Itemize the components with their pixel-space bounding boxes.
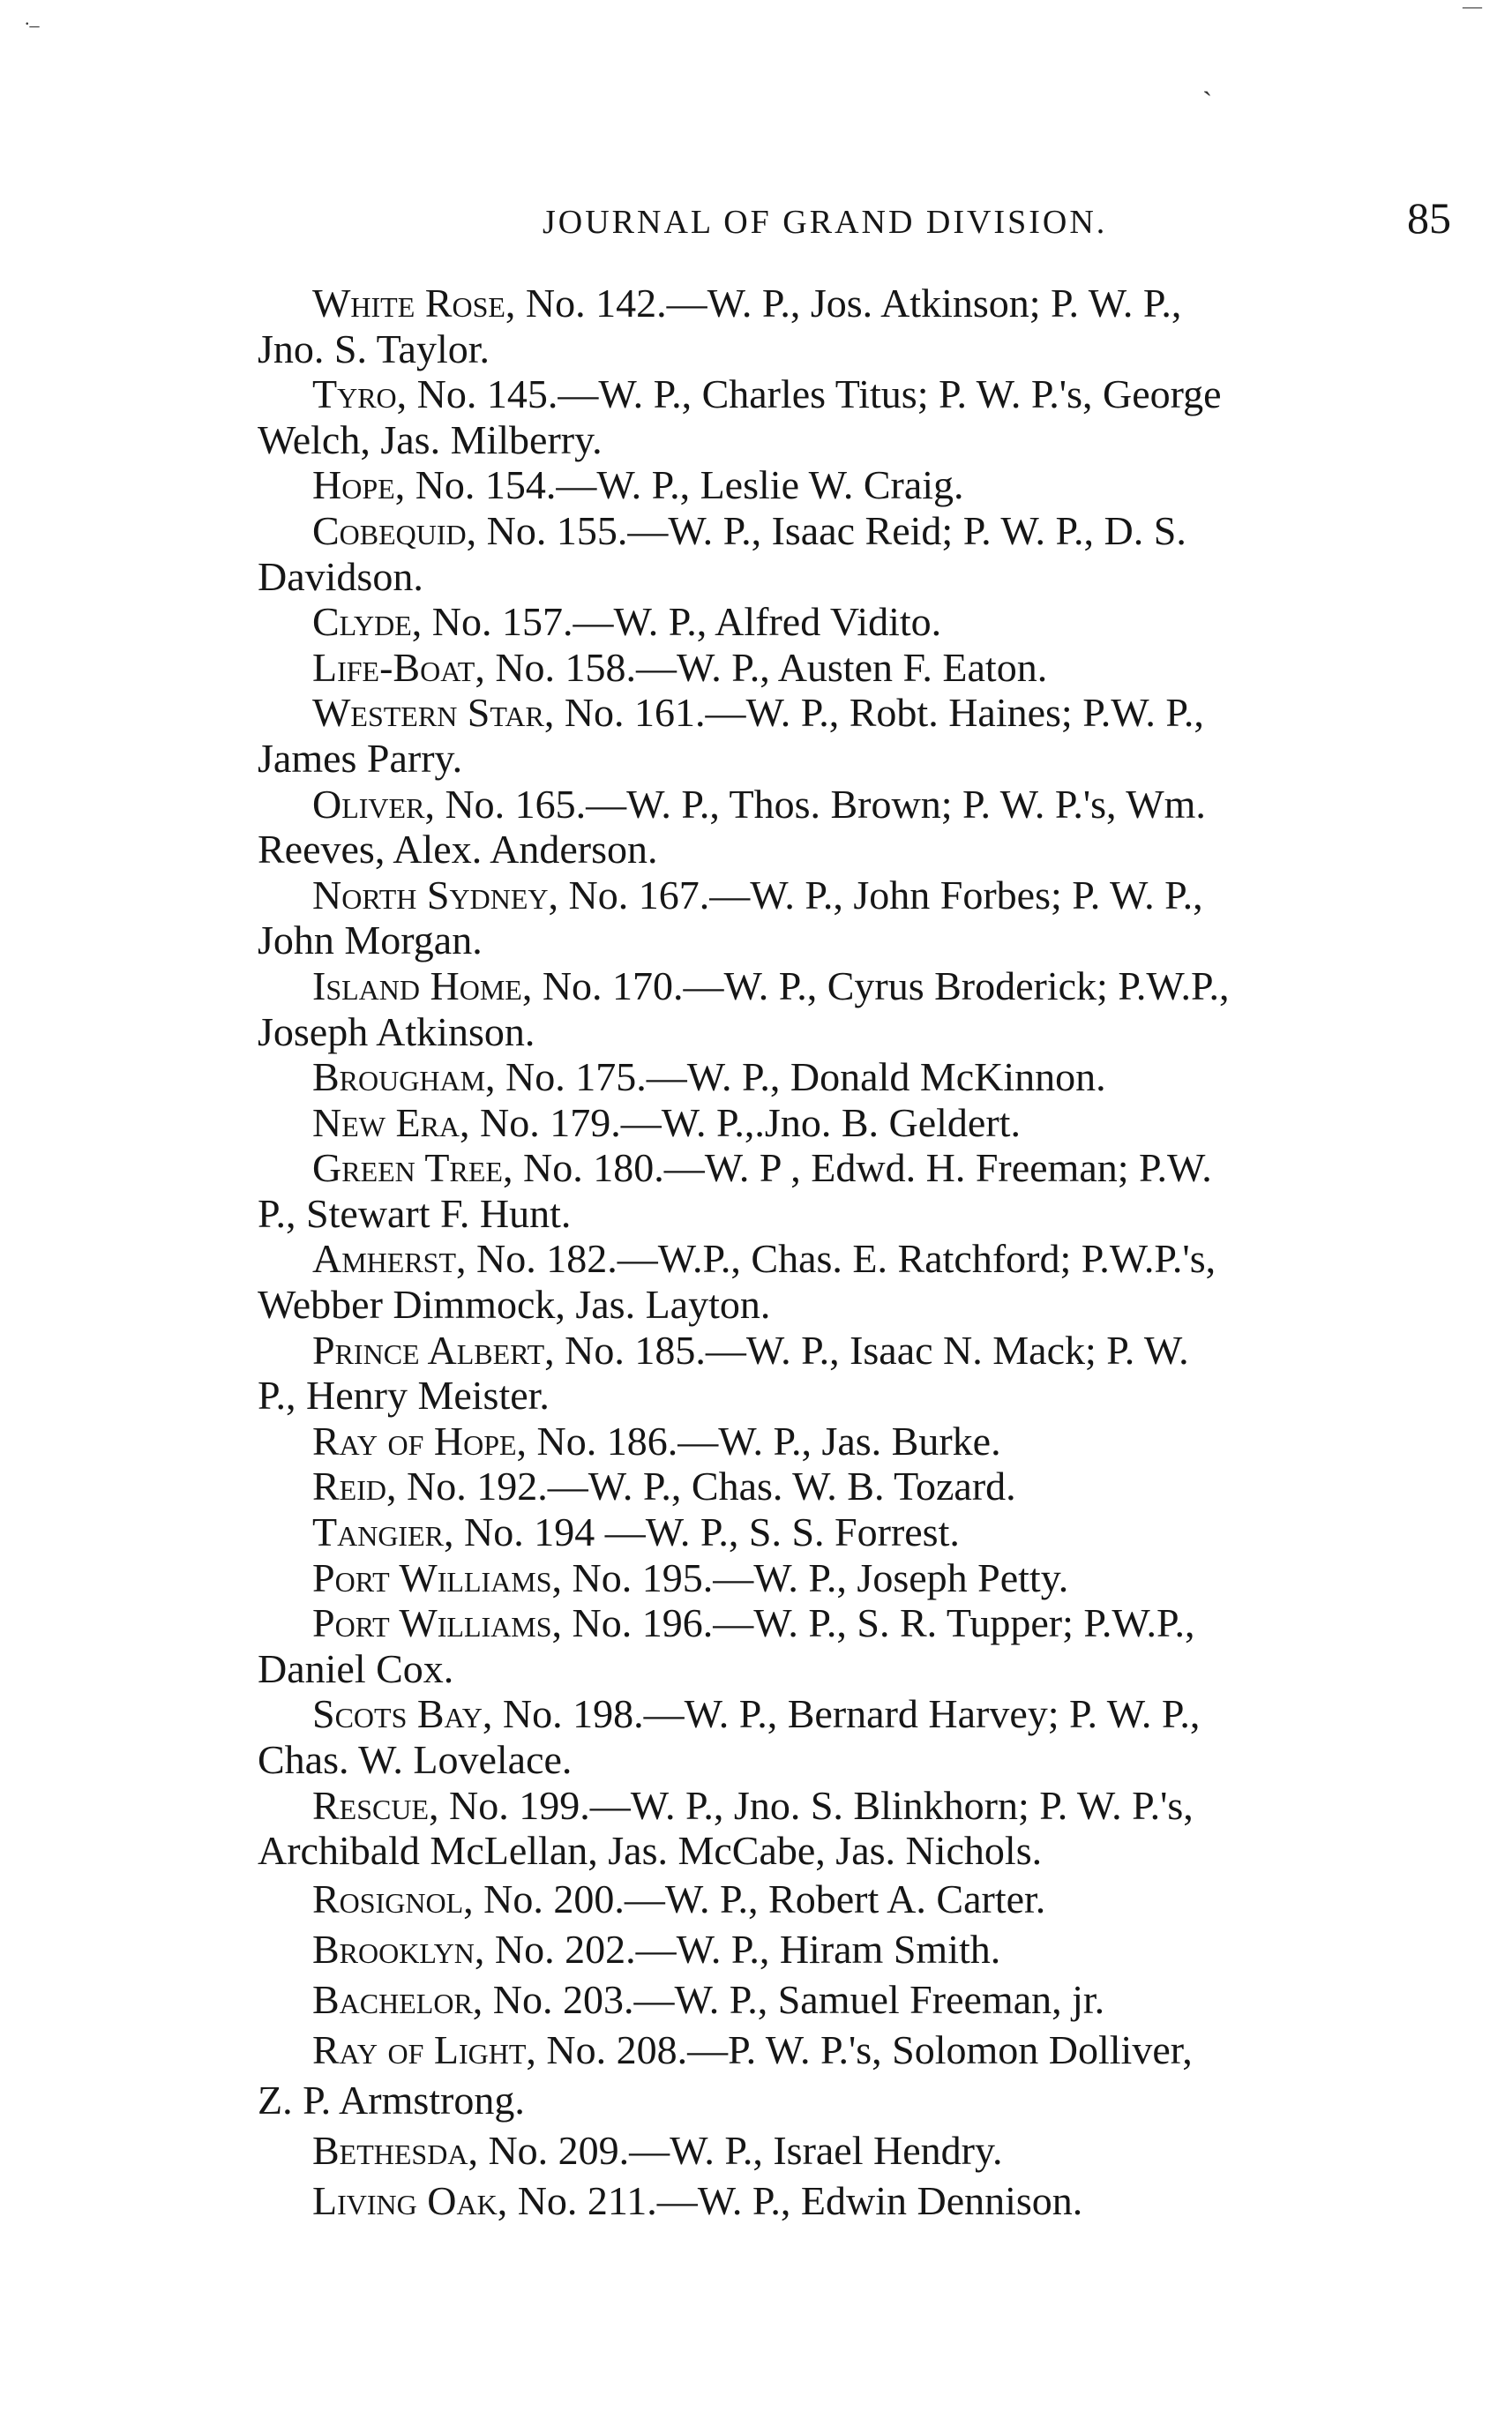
- entry-continuation-line: Welch, Jas. Milberry.: [258, 416, 603, 462]
- entry-line: Tangier, No. 194 —W. P., S. S. Forrest.: [312, 1509, 960, 1555]
- division-name: Port Williams: [312, 1600, 552, 1646]
- entry-continuation-line: Daniel Cox.: [258, 1645, 454, 1691]
- entry-line: Bethesda, No. 209.—W. P., Israel Hendry.: [312, 2127, 1003, 2173]
- entry-line: New Era, No. 179.—W. P.,.Jno. B. Geldert.: [312, 1099, 1021, 1145]
- running-title: JOURNAL OF GRAND DIVISION.: [543, 204, 1108, 241]
- entry-line: Port Williams, No. 195.—W. P., Joseph Petty.: [312, 1554, 1069, 1600]
- division-name: Port Williams: [312, 1554, 552, 1600]
- division-name: Bethesda: [312, 2127, 468, 2173]
- division-entry: [258, 782, 1466, 872]
- division-entry: [258, 1874, 1466, 1924]
- entry-continuation-line: Archibald McLellan, Jas. McCabe, Jas. Nichols.: [258, 1828, 1043, 1874]
- entry-line: Life-Boat, No. 158.—W. P., Austen F. Eaton.: [312, 644, 1048, 690]
- division-entry: [258, 645, 1466, 691]
- division-name: Cobequid: [312, 507, 467, 553]
- division-entry: [258, 2176, 1466, 2226]
- division-name: Rosignol: [312, 1876, 464, 1921]
- division-name: Ray of Hope: [312, 1418, 517, 1464]
- entry-continuation-line: Chas. W. Lovelace.: [258, 1737, 573, 1782]
- entry-continuation-line: Reeves, Alex. Anderson.: [258, 827, 658, 872]
- division-name: Life-Boat: [312, 644, 475, 690]
- division-name: Ray of Light: [312, 2026, 527, 2072]
- division-entry: [258, 1600, 1466, 1691]
- division-list: [258, 281, 1466, 2226]
- page-number: 85: [1407, 193, 1451, 243]
- entry-line: Oliver, No. 165.—W. P., Thos. Brown; P. W. P.'s, Wm.: [312, 781, 1206, 827]
- division-entry: [258, 1509, 1466, 1555]
- division-entry: [258, 1464, 1466, 1509]
- division-entry: [258, 599, 1466, 645]
- division-name: Bachelor: [312, 1976, 473, 2022]
- entry-line: Brougham, No. 175.—W. P., Donald McKinnon.: [312, 1054, 1106, 1100]
- entry-line: Amherst, No. 182.—W.P., Chas. E. Ratchford; P.W.P.'s,: [312, 1236, 1216, 1282]
- entry-line: Western Star, No. 161.—W. P., Robt. Haines; P.W. P.,: [312, 690, 1204, 736]
- division-entry: [258, 462, 1466, 508]
- entry-line: Rosignol, No. 200.—W. P., Robert A. Carter.: [312, 1876, 1046, 1921]
- division-entry: [258, 371, 1466, 462]
- entry-line: North Sydney, No. 167.—W. P., John Forbes; P. W. P.,: [312, 872, 1203, 917]
- entry-line: Living Oak, No. 211.—W. P., Edwin Dennison.: [312, 2177, 1083, 2223]
- entry-line: Prince Albert, No. 185.—W. P., Isaac N. Mack; P. W.: [312, 1327, 1189, 1373]
- division-name: Living Oak: [312, 2177, 498, 2223]
- division-entry: [258, 690, 1466, 781]
- division-entry: [258, 508, 1466, 599]
- division-name: Hope: [312, 462, 395, 508]
- entry-continuation-line: P., Henry Meister.: [258, 1373, 550, 1419]
- division-entry: [258, 1054, 1466, 1100]
- division-name: Tyro: [312, 371, 397, 417]
- division-entry: [258, 963, 1466, 1054]
- division-entry: [258, 1236, 1466, 1327]
- entry-line: Green Tree, No. 180.—W. P , Edwd. H. Freeman; P.W.: [312, 1145, 1212, 1191]
- entry-line: Cobequid, No. 155.—W. P., Isaac Reid; P. W. P., D. S.: [312, 507, 1186, 553]
- entry-continuation-line: P., Stewart F. Hunt.: [258, 1190, 572, 1236]
- division-name: Reid: [312, 1464, 386, 1509]
- division-entry: [258, 1145, 1466, 1236]
- division-name: North Sydney: [312, 872, 549, 917]
- division-name: Island Home: [312, 962, 522, 1008]
- entry-continuation-line: Z. P. Armstrong.: [258, 2077, 525, 2123]
- entry-line: Clyde, No. 157.—W. P., Alfred Vidito.: [312, 599, 942, 645]
- division-entry: [258, 1419, 1466, 1464]
- division-name: Brougham: [312, 1054, 486, 1100]
- scan-mark-top-right: —: [1463, 0, 1482, 17]
- division-name: Oliver: [312, 781, 425, 827]
- division-name: Rescue: [312, 1782, 430, 1828]
- entry-line: Reid, No. 192.—W. P., Chas. W. B. Tozard.: [312, 1464, 1016, 1509]
- division-name: Green Tree: [312, 1145, 503, 1191]
- division-name: Prince Albert: [312, 1327, 545, 1373]
- division-name: Western Star: [312, 690, 544, 736]
- division-name: Brooklyn: [312, 1926, 475, 1972]
- division-entry: [258, 1974, 1466, 2025]
- division-name: White Rose: [312, 281, 505, 326]
- entry-continuation-line: Davidson.: [258, 553, 423, 599]
- entry-line: Rescue, No. 199.—W. P., Jno. S. Blinkhorn; P. W. P.'s,: [312, 1782, 1194, 1828]
- division-name: Scots Bay: [312, 1691, 483, 1737]
- division-entry: [258, 1100, 1466, 1146]
- entry-line: Hope, No. 154.—W. P., Leslie W. Craig.: [312, 462, 964, 508]
- entry-continuation-line: Joseph Atkinson.: [258, 1008, 535, 1054]
- entry-line: Tyro, No. 145.—W. P., Charles Titus; P. W. P.'s, George: [312, 371, 1222, 417]
- page-header: [265, 193, 1500, 258]
- division-name: New Era: [312, 1099, 460, 1145]
- entry-continuation-line: James Parry.: [258, 735, 463, 781]
- division-name: Amherst: [312, 1236, 457, 1282]
- division-entry: [258, 1555, 1466, 1601]
- entry-line: Brooklyn, No. 202.—W. P., Hiram Smith.: [312, 1926, 1001, 1972]
- entry-line: Bachelor, No. 203.—W. P., Samuel Freeman, jr.: [312, 1976, 1105, 2022]
- division-entry: [258, 2025, 1466, 2125]
- division-entry: [258, 1691, 1466, 1782]
- division-entry: [258, 281, 1466, 371]
- entry-line: Ray of Hope, No. 186.—W. P., Jas. Burke.: [312, 1418, 1001, 1464]
- scan-mark-top-left: ._: [25, 7, 40, 29]
- entry-continuation-line: John Morgan.: [258, 917, 483, 963]
- division-entry: [258, 1328, 1466, 1419]
- scan-mark-tick: `: [1202, 86, 1213, 119]
- division-name: Tangier: [312, 1509, 444, 1555]
- entry-line: Island Home, No. 170.—W. P., Cyrus Broderick; P.W.P.,: [312, 962, 1230, 1008]
- entry-line: Scots Bay, No. 198.—W. P., Bernard Harvey; P. W. P.,: [312, 1691, 1201, 1737]
- entry-line: White Rose, No. 142.—W. P., Jos. Atkinson; P. W. P.,: [312, 281, 1182, 326]
- entry-continuation-line: Webber Dimmock, Jas. Layton.: [258, 1282, 771, 1328]
- division-name: Clyde: [312, 599, 412, 645]
- division-entry: [258, 1924, 1466, 1974]
- division-entry: [258, 1783, 1466, 1874]
- entry-continuation-line: Jno. S. Taylor.: [258, 326, 490, 371]
- entry-line: Ray of Light, No. 208.—P. W. P.'s, Solomon Dolliver,: [312, 2026, 1193, 2072]
- division-entry: [258, 872, 1466, 963]
- division-entry: [258, 2125, 1466, 2176]
- entry-line: Port Williams, No. 196.—W. P., S. R. Tupper; P.W.P.,: [312, 1600, 1195, 1646]
